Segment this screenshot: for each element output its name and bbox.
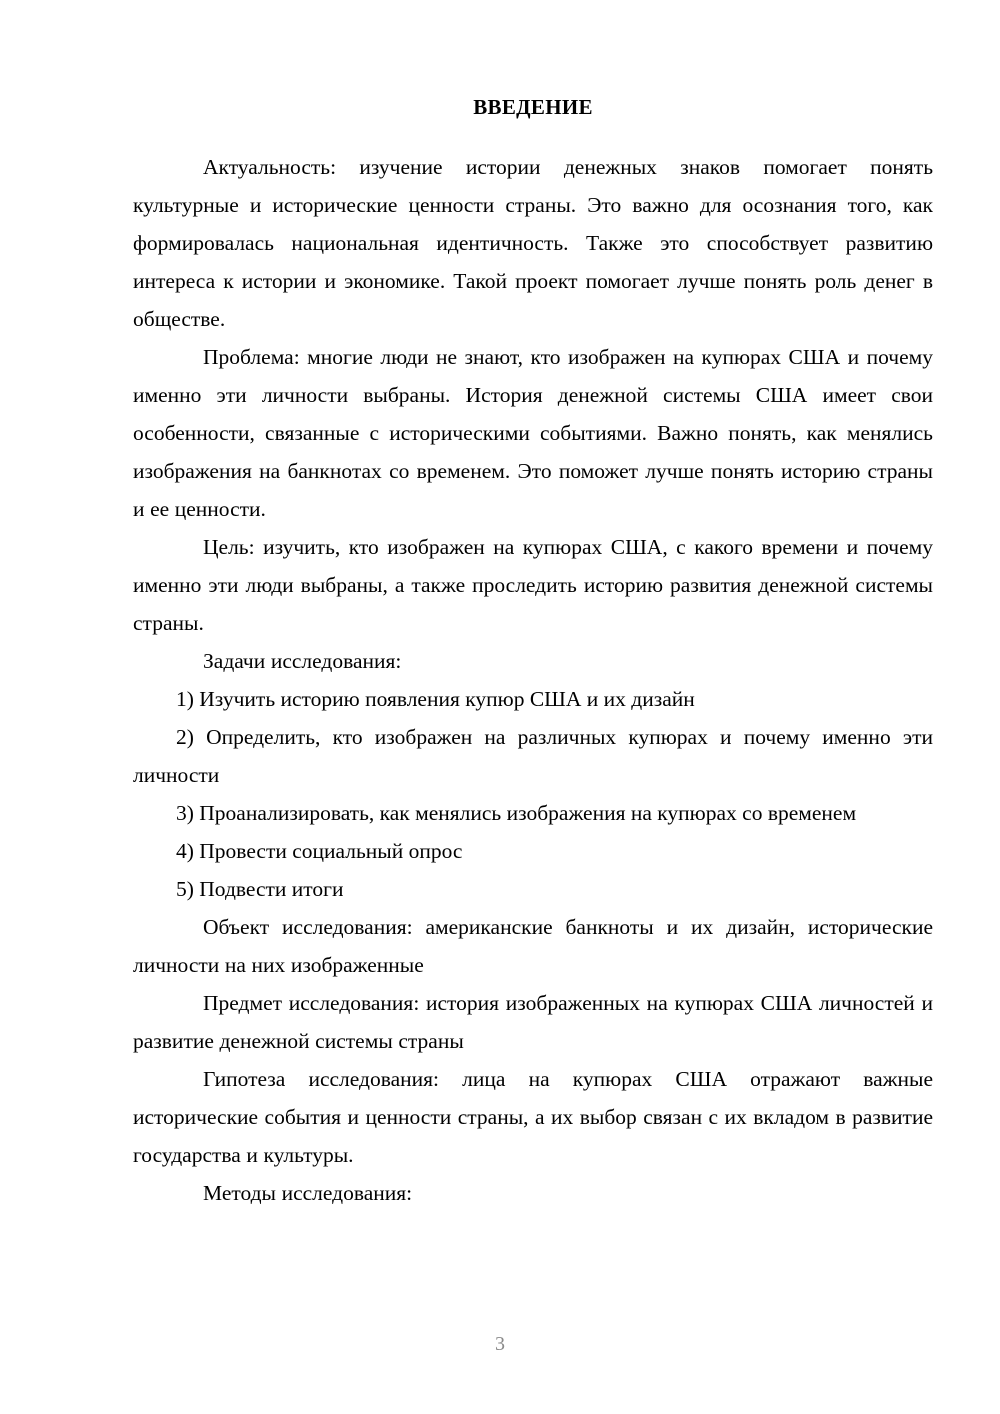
paragraph-methods-heading: Методы исследования: — [203, 1181, 413, 1205]
document-body — [133, 148, 933, 1212]
task-item-4: 4) Провести социальный опрос — [176, 839, 463, 863]
paragraph-relevance: Актуальность: изучение истории денежных знаков помогает понять культурные и исторические ценности страны. Это важно для осознания того, как формировалась национальная идентичность. Также это способствует развитию интереса к истории и экономике. Такой проект помогает лучше понять роль денег в обществе. — [133, 155, 933, 331]
task-item-5: 5) Подвести итоги — [176, 877, 344, 901]
paragraph-problem: Проблема: многие люди не знают, кто изображен на купюрах США и почему именно эти личности выбраны. История денежной системы США имеет свои особенности, связанные с историческими событиями. Важно понять, как менялись изображения на банкнотах со временем. Это поможет лучше понять историю страны и ее ценности. — [133, 345, 933, 521]
paragraph-tasks-heading: Задачи исследования: — [203, 649, 402, 673]
task-item-1: 1) Изучить историю появления купюр США и их дизайн — [176, 687, 695, 711]
page-title: ВВЕДЕНИЕ — [473, 95, 593, 119]
paragraph-object: Объект исследования: американские банкноты и их дизайн, исторические личности на них изображенные — [133, 915, 933, 977]
paragraph-hypothesis: Гипотеза исследования: лица на купюрах США отражают важные исторические события и ценности страны, а их выбор связан с их вкладом в развитие государства и культуры. — [133, 1067, 933, 1167]
task-item-3: 3) Проанализировать, как менялись изображения на купюрах со временем — [176, 801, 857, 825]
task-item-2: 2) Определить, кто изображен на различных купюрах и почему именно эти личности — [133, 725, 933, 787]
paragraph-goal: Цель: изучить, кто изображен на купюрах США, с какого времени и почему именно эти люди выбраны, а также проследить историю развития денежной системы страны. — [133, 535, 933, 635]
paragraph-subject: Предмет исследования: история изображенных на купюрах США личностей и развитие денежной системы страны — [133, 991, 933, 1053]
page-content — [133, 88, 933, 1212]
page-number: 3 — [495, 1333, 505, 1355]
